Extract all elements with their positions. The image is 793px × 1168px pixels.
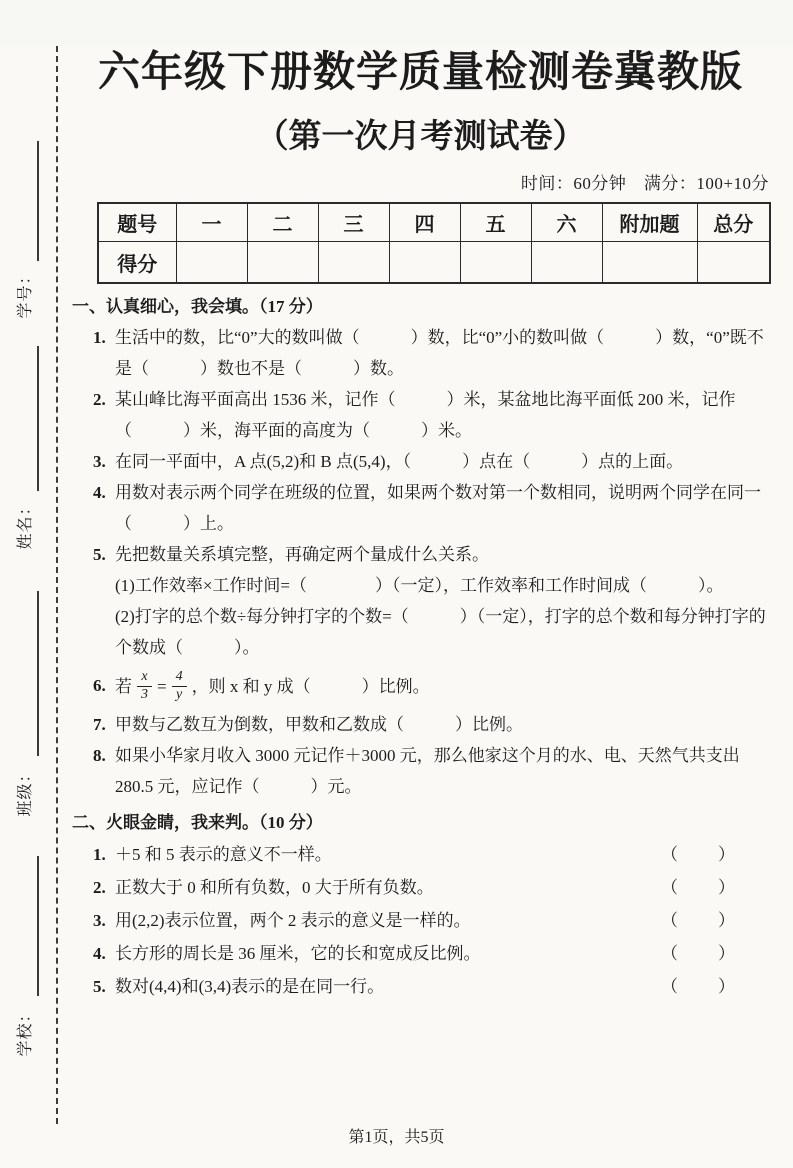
question-number: 2. <box>93 390 106 409</box>
question-text: 先把数量关系填完整，再确定两个量成什么关系。 <box>115 545 489 564</box>
question-3 <box>72 446 769 477</box>
fraction-4-over-y: $\frac{4}{y}$ <box>172 669 187 702</box>
question-8 <box>72 740 769 802</box>
score-table-header-total: 总分 <box>697 203 770 242</box>
question-number: 3. <box>93 911 106 930</box>
judge-item-2 <box>72 871 769 904</box>
class-blank-line <box>37 591 39 756</box>
exam-title: 六年级下册数学质量检测卷冀教版 <box>97 50 743 96</box>
question-6-suffix: ，则 x 和 y 成（ ）比例。 <box>191 676 430 696</box>
question-text: 某山峰比海平面高出 1536 米，记作（ ）米，某盆地比海平面低 200 米，记作（ ）米，海平面的高度为（ ）米。 <box>115 390 736 440</box>
score-table-header-label: 题号 <box>98 203 176 242</box>
name-blank-line <box>37 346 39 491</box>
question-number: 3. <box>93 452 106 471</box>
name-label: 姓名： <box>17 498 34 550</box>
exam-subtitle: （第一次月考测试卷） <box>255 119 586 155</box>
question-text: 如果小华家月收入 3000 元记作＋3000 元，那么他家这个月的水、电、天然气共支出 280.5 元，应记作（ ）元。 <box>115 746 740 796</box>
score-cell <box>697 242 770 284</box>
dashed-cut-line <box>56 46 58 1124</box>
equals-sign: = <box>157 676 167 696</box>
score-cell <box>531 242 602 284</box>
exam-meta: 时间：60分钟 满分：100+10分 <box>520 174 769 193</box>
score-cell <box>247 242 318 284</box>
question-6 <box>72 663 769 709</box>
answer-parentheses: （ ） <box>661 878 737 897</box>
question-4 <box>72 477 769 539</box>
question-text: 正数大于 0 和所有负数，0 大于所有负数。 <box>115 878 434 897</box>
page-number: 第1页，共5页 <box>348 1129 445 1146</box>
score-cell <box>176 242 247 284</box>
question-5-sub-1 <box>72 570 769 601</box>
question-number: 1. <box>93 328 106 347</box>
section2-heading: 二、火眼金睛，我来判。（10 分） <box>72 813 323 832</box>
question-1 <box>72 322 769 384</box>
question-number: 5. <box>93 977 106 996</box>
school-blank-line <box>37 856 39 996</box>
score-table-header-2: 二 <box>247 203 318 242</box>
question-number: 7. <box>93 715 106 734</box>
score-cell <box>318 242 389 284</box>
question-number: 8. <box>93 746 106 765</box>
student-id-blank-line <box>37 141 39 261</box>
question-text: 生活中的数，比“0”大的数叫做（ ）数，比“0”小的数叫做（ ）数，“0”既不是（ ）数也不是（ ）数。 <box>115 328 764 378</box>
score-table-header-1: 一 <box>176 203 247 242</box>
score-table-header-6: 六 <box>531 203 602 242</box>
question-7 <box>72 709 769 740</box>
question-number: 4. <box>93 944 106 963</box>
question-5-sub-2 <box>72 601 769 663</box>
question-5 <box>72 539 769 570</box>
question-number: 6. <box>93 676 106 695</box>
section1-heading: 一、认真细心，我会填。（17 分） <box>72 297 323 316</box>
question-6-prefix: 若 <box>115 676 132 696</box>
score-table-header-bonus: 附加题 <box>602 203 697 242</box>
question-text: 用数对表示两个同学在班级的位置，如果两个数对第一个数相同，说明两个同学在同一（ ）上。 <box>115 483 761 533</box>
answer-parentheses: （ ） <box>661 977 737 996</box>
score-table-header-5: 五 <box>460 203 531 242</box>
question-text: 用(2,2)表示位置，两个 2 表示的意义是一样的。 <box>115 911 471 930</box>
question-text: 长方形的周长是 36 厘米，它的长和宽成反比例。 <box>115 944 481 963</box>
question-number: 2. <box>93 878 106 897</box>
question-text: 在同一平面中，A 点(5,2)和 B 点(5,4)，（ ）点在（ ）点的上面。 <box>115 452 684 471</box>
judge-item-5 <box>72 970 769 1003</box>
answer-parentheses: （ ） <box>661 911 737 930</box>
score-table-header-4: 四 <box>389 203 460 242</box>
score-table <box>97 202 771 284</box>
question-text: (1)工作效率×工作时间=（ ）（一定），工作效率和工作时间成（ ）。 <box>115 576 724 595</box>
score-row-label: 得分 <box>98 242 176 284</box>
question-2 <box>72 384 769 446</box>
judge-item-4 <box>72 937 769 970</box>
question-text: ＋5 和 5 表示的意义不一样。 <box>115 845 332 864</box>
question-text <box>115 663 769 709</box>
answer-parentheses: （ ） <box>661 845 737 864</box>
student-id-label: 学号： <box>17 267 34 319</box>
score-cell <box>602 242 697 284</box>
answer-parentheses: （ ） <box>661 944 737 963</box>
question-text: (2)打字的总个数÷每分钟打字的个数=（ ）（一定），打字的总个数和每分钟打字的个数成（ ）。 <box>115 607 766 657</box>
question-number: 5. <box>93 545 106 564</box>
fraction-x-over-3: $\frac{x}{3}$ <box>137 669 152 702</box>
score-cell <box>389 242 460 284</box>
score-table-header-3: 三 <box>318 203 389 242</box>
question-number: 4. <box>93 483 106 502</box>
judge-item-3 <box>72 904 769 937</box>
exam-page <box>0 46 793 1168</box>
question-number: 1. <box>93 845 106 864</box>
school-label: 学校： <box>17 1005 34 1057</box>
score-cell <box>460 242 531 284</box>
question-text: 数对(4,4)和(3,4)表示的是在同一行。 <box>115 977 385 996</box>
class-label: 班级： <box>17 765 34 817</box>
judge-item-1 <box>72 838 769 871</box>
question-text: 甲数与乙数互为倒数，甲数和乙数成（ ）比例。 <box>115 715 523 734</box>
